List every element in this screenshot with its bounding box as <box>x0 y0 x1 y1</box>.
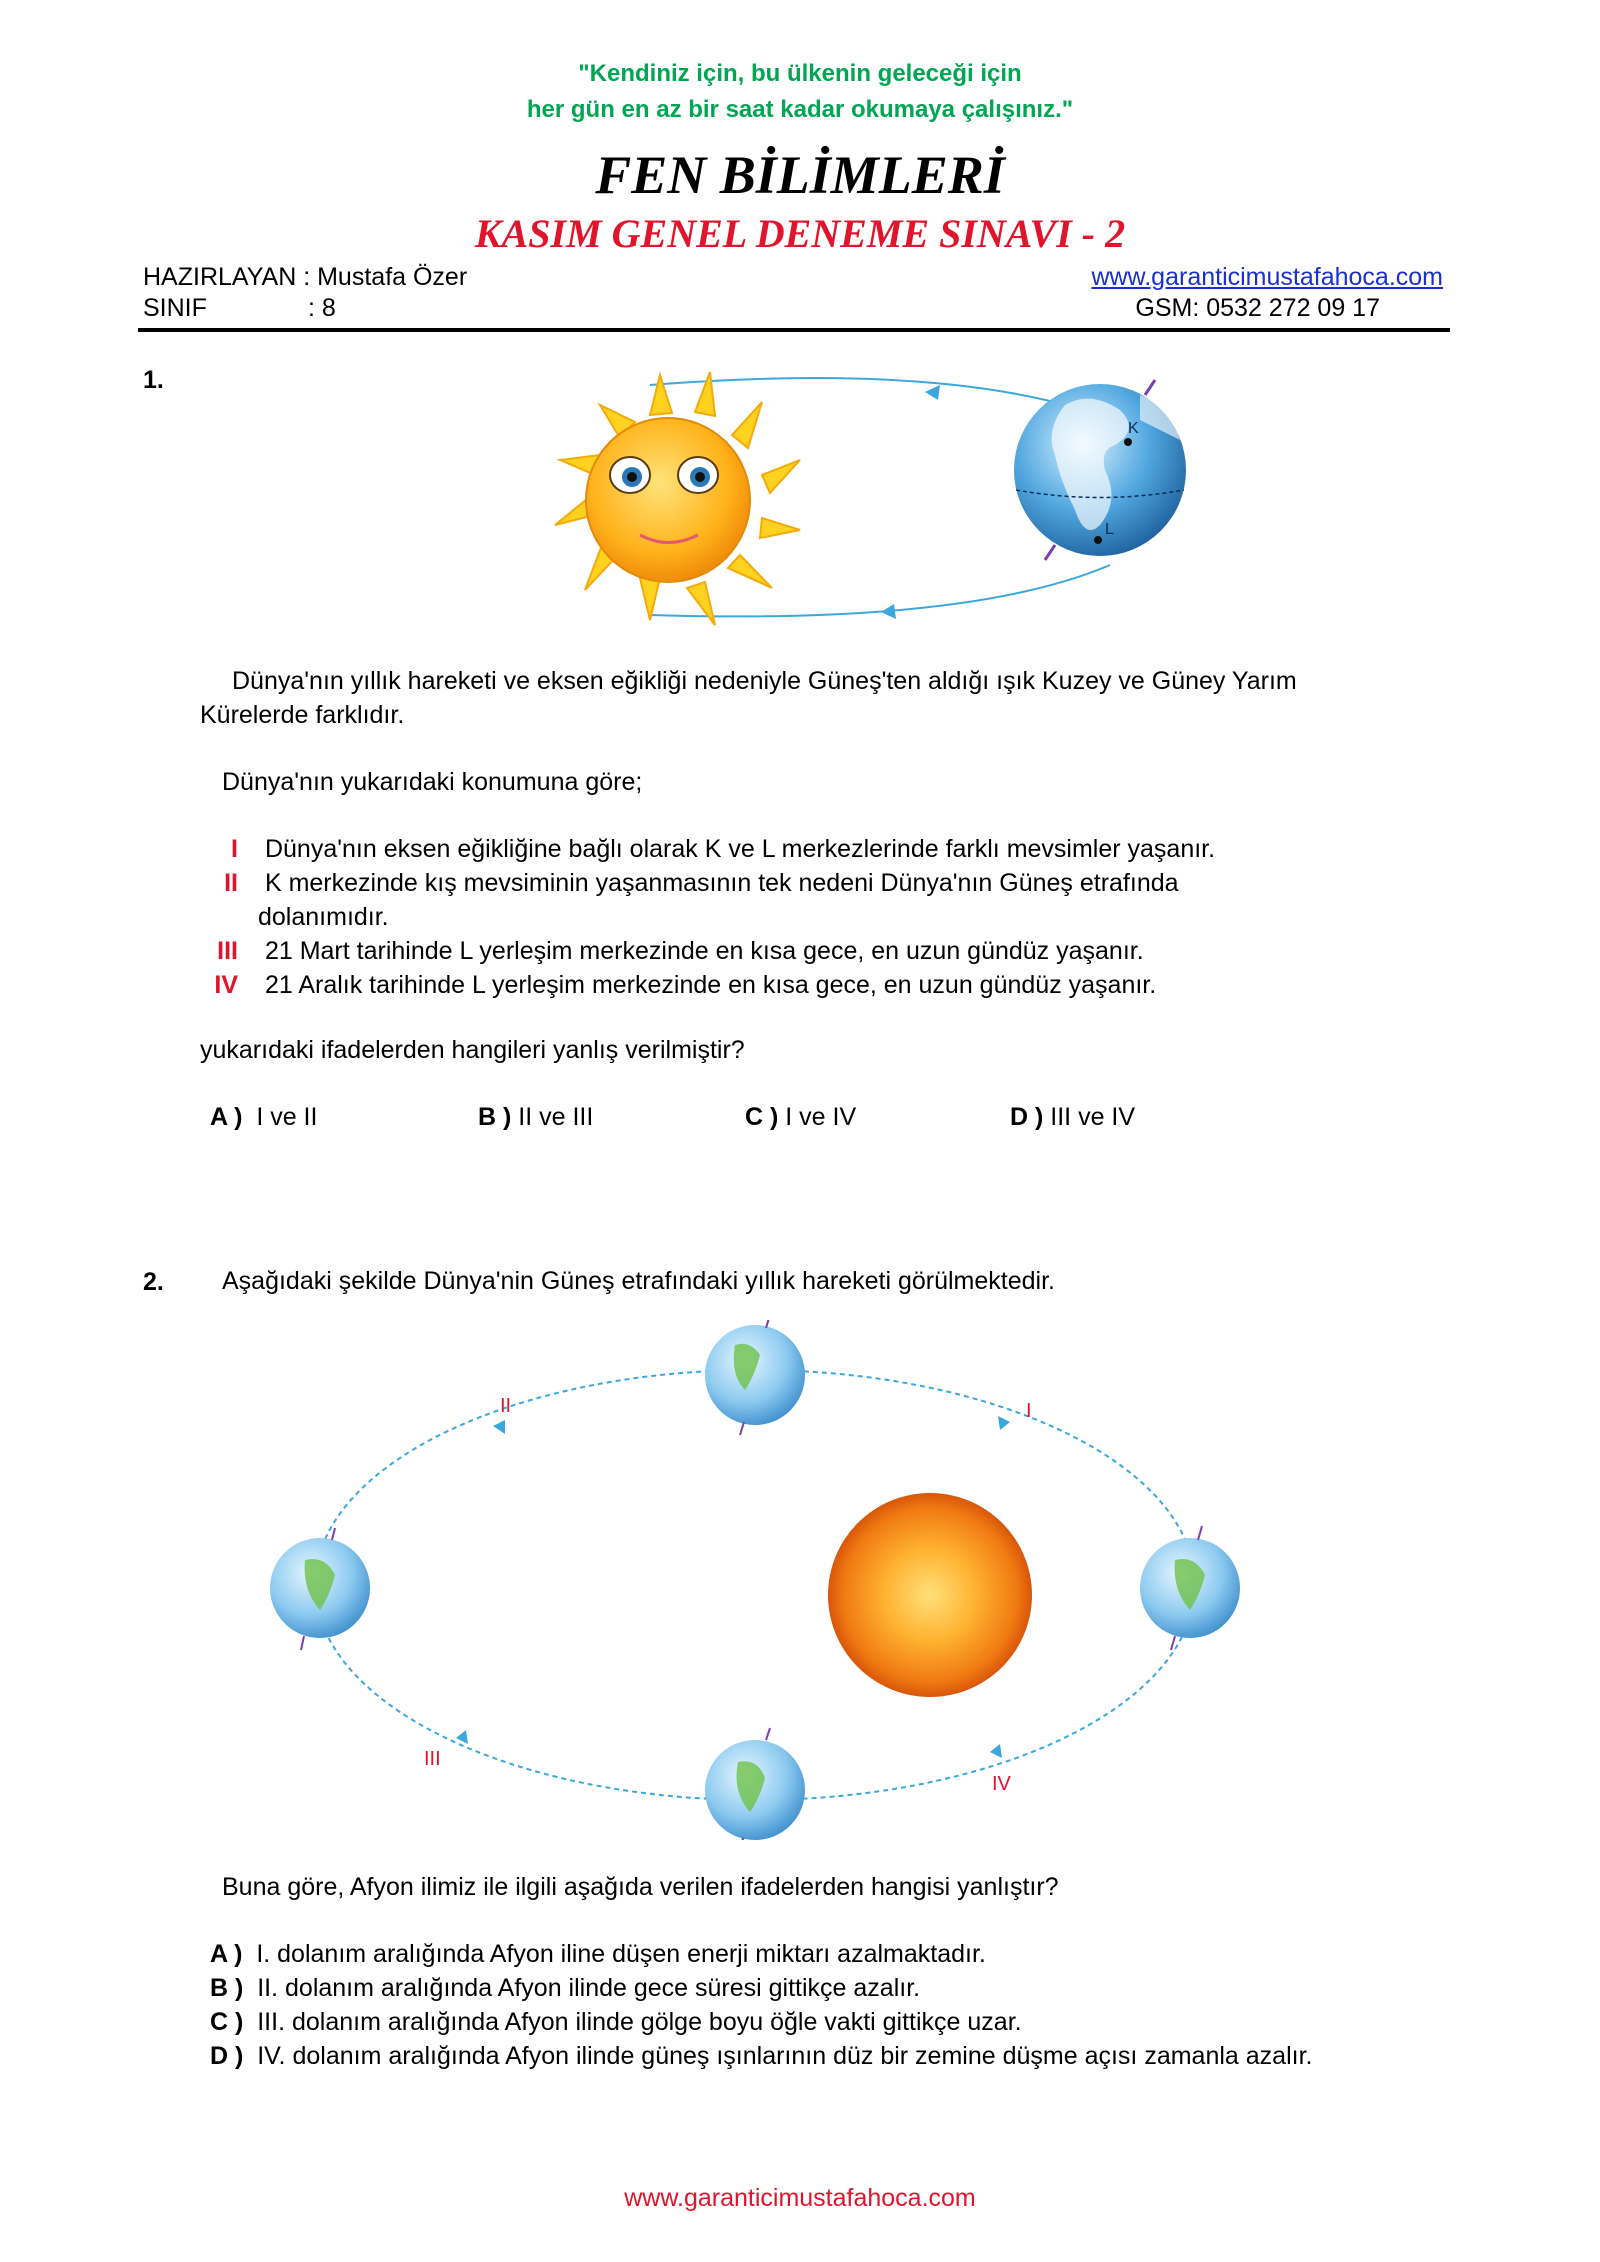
orbit-label-ii: II <box>500 1395 512 1417</box>
q1-statement-2-continued: dolanımıdır. <box>258 903 389 931</box>
q1-lead: Dünya'nın yukarıdaki konumuna göre; <box>222 768 643 796</box>
orbit-label-iii: III <box>424 1748 441 1770</box>
q2-option-c[interactable]: C ) III. dolanım aralığında Afyon ilinde gölge boyu öğle vakti gittikçe uzar. <box>210 2008 1022 2036</box>
orbit-arrow-iii <box>456 1730 468 1744</box>
motivational-quote-line-2: her gün en az bir saat kadar okumaya çalışınız." <box>526 96 1074 123</box>
point-k-marker <box>1124 438 1132 446</box>
sun-icon <box>828 1493 1032 1697</box>
header-divider <box>138 328 1450 332</box>
q1-statement-2: II K merkezinde kış mevsiminin yaşanmasının tek nedeni Dünya'nın Güneş etrafında <box>200 866 1179 900</box>
q2-option-b[interactable]: B ) II. dolanım aralığında Afyon ilinde gece süresi gittikçe azalır. <box>210 1974 921 2002</box>
question-1-number: 1. <box>143 366 164 394</box>
q1-intro-line-2: Kürelerde farklıdır. <box>200 701 405 729</box>
q1-option-d[interactable]: D ) III ve IV <box>1010 1103 1136 1131</box>
exam-subtitle: KASIM GENEL DENEME SINAVI - 2 <box>474 211 1126 256</box>
earth-bottom-icon <box>705 1728 805 1840</box>
orbit-arc-bottom <box>650 565 1110 616</box>
orbit-ellipse <box>315 1370 1195 1800</box>
q2-question: Buna göre, Afyon ilimiz ile ilgili aşağıda verilen ifadelerden hangisi yanlıştır? <box>222 1873 1059 1901</box>
earth-top-icon <box>705 1320 805 1435</box>
orbit-arrow-iv <box>990 1744 1002 1758</box>
q2-option-d[interactable]: D ) IV. dolanım aralığında Afyon ilinde güneş ışınlarının düz bir zemine düşme açısı zamanla azalır. <box>210 2042 1313 2070</box>
point-l-label: L <box>1105 521 1114 538</box>
q1-option-a[interactable]: A ) I ve II <box>210 1103 318 1131</box>
orbit-label-i: I <box>1026 1400 1032 1422</box>
q1-statement-4: IV 21 Aralık tarihinde L yerleşim merkezinde en kısa gece, en uzun gündüz yaşanır. <box>200 968 1156 1002</box>
orbit-label-iv: IV <box>992 1773 1011 1795</box>
q1-question: yukarıdaki ifadelerden hangileri yanlış verilmiştir? <box>200 1036 745 1064</box>
roman-numeral: IV <box>214 971 238 999</box>
orbit-arrow-top <box>925 385 940 400</box>
orbit-arrow-bottom <box>881 604 896 619</box>
roman-numeral: I <box>231 835 238 863</box>
phone-number: GSM: 0532 272 09 17 <box>1135 294 1380 322</box>
sun-icon <box>586 418 750 582</box>
page-title: FEN BİLİMLERİ <box>595 145 1005 205</box>
sun-earth-figure <box>500 350 1220 640</box>
earth-right-icon <box>1140 1526 1240 1650</box>
author-line: HAZIRLAYAN : Mustafa Özer <box>143 263 468 291</box>
class-value: : 8 <box>308 294 336 322</box>
orbit-arrow-i <box>998 1416 1010 1430</box>
footer-website[interactable]: www.garanticimustafahoca.com <box>624 2184 976 2212</box>
q1-option-c[interactable]: C ) I ve IV <box>745 1103 857 1131</box>
q1-statement-1: I Dünya'nın eksen eğikliğine bağlı olarak K ve L merkezlerinde farklı mevsimler yaşanır. <box>200 832 1215 866</box>
question-2-number: 2. <box>143 1268 164 1296</box>
q1-intro-line-1: Dünya'nın yıllık hareketi ve eksen eğikliği nedeniyle Güneş'ten aldığı ışık Kuzey ve Güney Yarım <box>232 667 1297 695</box>
q1-statement-3: III 21 Mart tarihinde L yerleşim merkezinde en kısa gece, en uzun gündüz yaşanır. <box>200 934 1144 968</box>
class-label: SINIF <box>143 294 207 322</box>
orbit-arrow-ii <box>493 1420 505 1434</box>
website-link[interactable]: www.garanticimustafahoca.com <box>1091 263 1443 291</box>
q2-option-a[interactable]: A ) I. dolanım aralığında Afyon iline düşen enerji miktarı azalmaktadır. <box>210 1940 986 1968</box>
roman-numeral: II <box>224 869 238 897</box>
point-l-marker <box>1094 536 1102 544</box>
q1-option-b[interactable]: B ) II ve III <box>478 1103 594 1131</box>
earth-left-icon <box>270 1528 370 1650</box>
point-k-label: K <box>1128 420 1139 437</box>
earth-orbit-figure <box>250 1320 1260 1840</box>
roman-numeral: III <box>217 937 238 965</box>
motivational-quote-line-1: "Kendiniz için, bu ülkenin geleceği için <box>578 60 1022 87</box>
q2-intro: Aşağıdaki şekilde Dünya'nin Güneş etrafındaki yıllık hareketi görülmektedir. <box>222 1267 1055 1295</box>
